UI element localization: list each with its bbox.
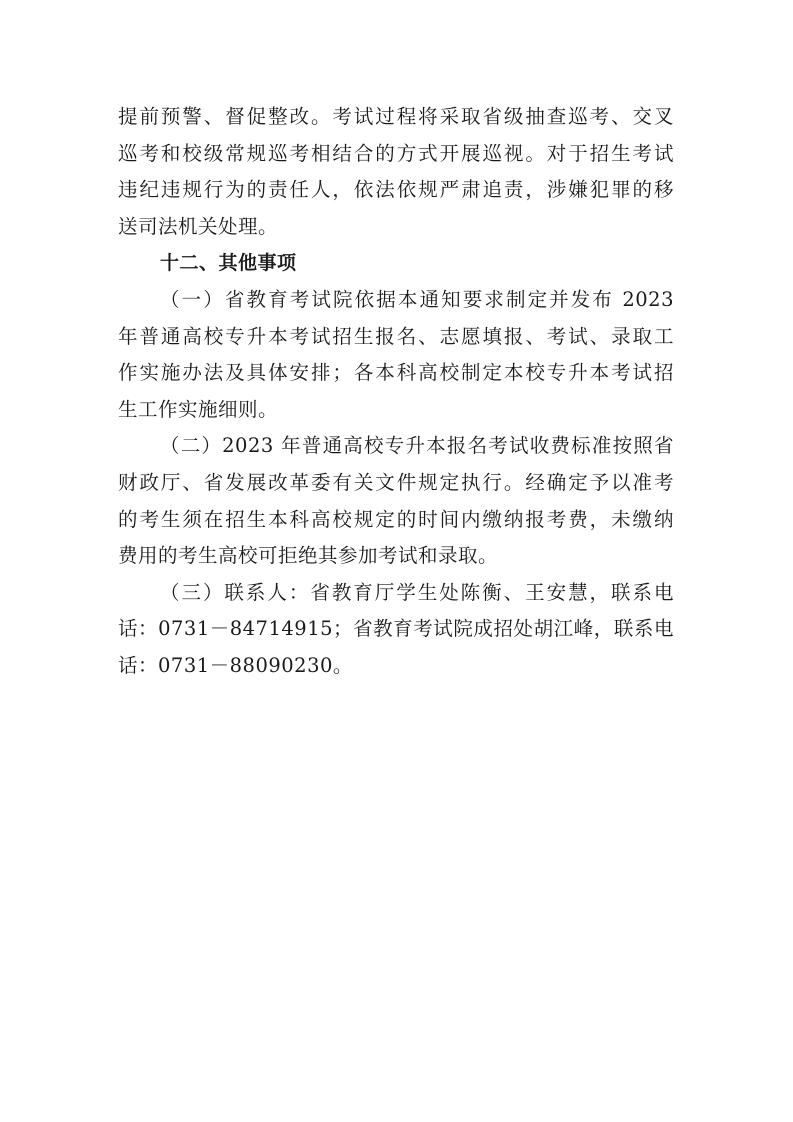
text-line: 话：0731－84714915；省教育考试院成招处胡江峰，联系电 — [118, 617, 674, 641]
text-line: 违纪违规行为的责任人，依法依规严肃追责，涉嫌犯罪的移 — [118, 178, 674, 202]
paragraph-item-2 — [118, 428, 674, 574]
text-line: 提前预警、督促整改。考试过程将采取省级抽查巡考、交叉 — [118, 105, 674, 128]
text-line: 费用的考生高校可拒绝其参加考试和录取。 — [118, 544, 499, 568]
text-line: 生工作实施细则。 — [118, 397, 279, 421]
section-heading: 十二、其他事项 — [160, 252, 297, 275]
text-line: 年普通高校专升本考试招生报名、志愿填报、考试、录取工 — [118, 324, 674, 348]
paragraph-item-3-contacts — [118, 575, 674, 685]
text-line: 送司法机关处理。 — [118, 214, 279, 238]
text-line: 巡考和校级常规巡考相结合的方式开展巡视。对于招生考试 — [118, 141, 674, 165]
paragraph-item-1 — [118, 282, 674, 428]
text-line: （二）2023 年普通高校专升本报名考试收费标准按照省 — [160, 434, 674, 458]
document-body — [118, 99, 674, 685]
text-line: 的考生须在招生本科高校规定的时间内缴纳报考费，未缴纳 — [118, 507, 674, 531]
paragraph-exam-supervision — [118, 99, 674, 245]
text-line: 作实施办法及具体安排；各本科高校制定本校专升本考试招 — [118, 361, 674, 385]
text-line: 财政厅、省发展改革委有关文件规定执行。经确定予以准考 — [118, 470, 674, 494]
text-line: （三）联系人：省教育厅学生处陈衡、王安慧，联系电 — [160, 580, 674, 604]
text-line: 话：0731－88090230。 — [118, 653, 353, 677]
text-line: （一）省教育考试院依据本通知要求制定并发布 2023 — [160, 287, 674, 311]
